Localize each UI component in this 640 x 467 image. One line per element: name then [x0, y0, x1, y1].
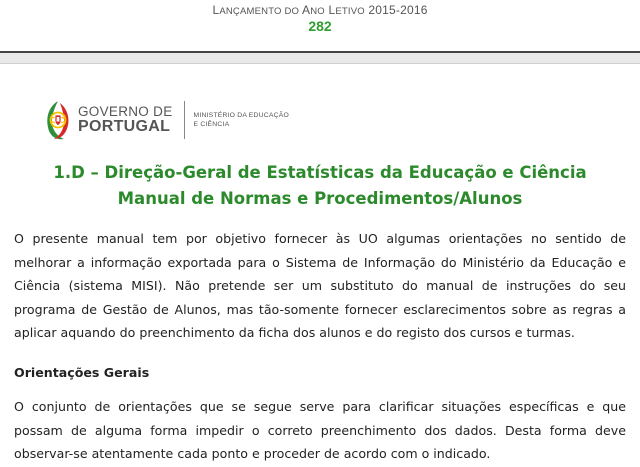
government-logo: [44, 97, 289, 143]
running-title-year: 2015-2016: [368, 3, 428, 17]
running-header: [0, 0, 640, 52]
running-title-initial-2: A: [302, 3, 311, 17]
government-wordmark: [78, 105, 173, 136]
government-wordmark-line1: GOVERNO DE: [78, 103, 173, 119]
logo-divider: [184, 101, 185, 139]
ministry-name-line1: MINISTÉRIO DA EDUCAÇÃO: [193, 111, 289, 119]
page-top-edge: [0, 63, 640, 64]
ministry-name-line2: E CIÊNCIA: [193, 121, 230, 128]
government-wordmark-line2: PORTUGAL: [78, 118, 171, 136]
section-heading: Orientações Gerais: [14, 365, 150, 380]
intro-paragraph: O presente manual tem por objetivo fornecer às UO algumas orientações no sentido de melhorar a informação exportada para o Sistema de Informação do Ministério da Educação e Ciência (sistema MISI). Não pretende ser um substituto do manual de instruções do seu programa de Gestão de Alunos, mas tão-somente fornecer esclarecimentos sobre as regras a aplicar aquando do preenchimento da ficha dos alunos e do registo dos cursos e turmas.: [14, 231, 626, 340]
page-number: 282: [308, 18, 332, 34]
running-title-initial-3: L: [328, 3, 336, 17]
running-title-initial-1: L: [212, 3, 220, 17]
general-guidelines-paragraph: O conjunto de orientações que se segue serve para clarificar situações específicas e que possam de alguma forma impedir o correto preenchimento dos dados. Desta forma deve observar-se atentamente cada ponto e proceder de acordo com o indicado.: [14, 399, 626, 461]
document-title: [0, 160, 640, 212]
running-title-word-3: ETIVO: [335, 6, 365, 17]
page-gap: [0, 53, 640, 63]
portugal-emblem-icon: [44, 99, 72, 141]
document-title-line2: Manual de Normas e Procedimentos/Alunos: [117, 189, 523, 208]
document-title-line1: 1.D – Direção-Geral de Estatísticas da Educação e Ciência: [53, 163, 587, 182]
ministry-name: [194, 111, 289, 129]
running-title: [0, 3, 640, 17]
running-title-word-1: ANÇAMENTO DO: [219, 6, 300, 17]
running-title-word-2: NO: [310, 6, 325, 17]
